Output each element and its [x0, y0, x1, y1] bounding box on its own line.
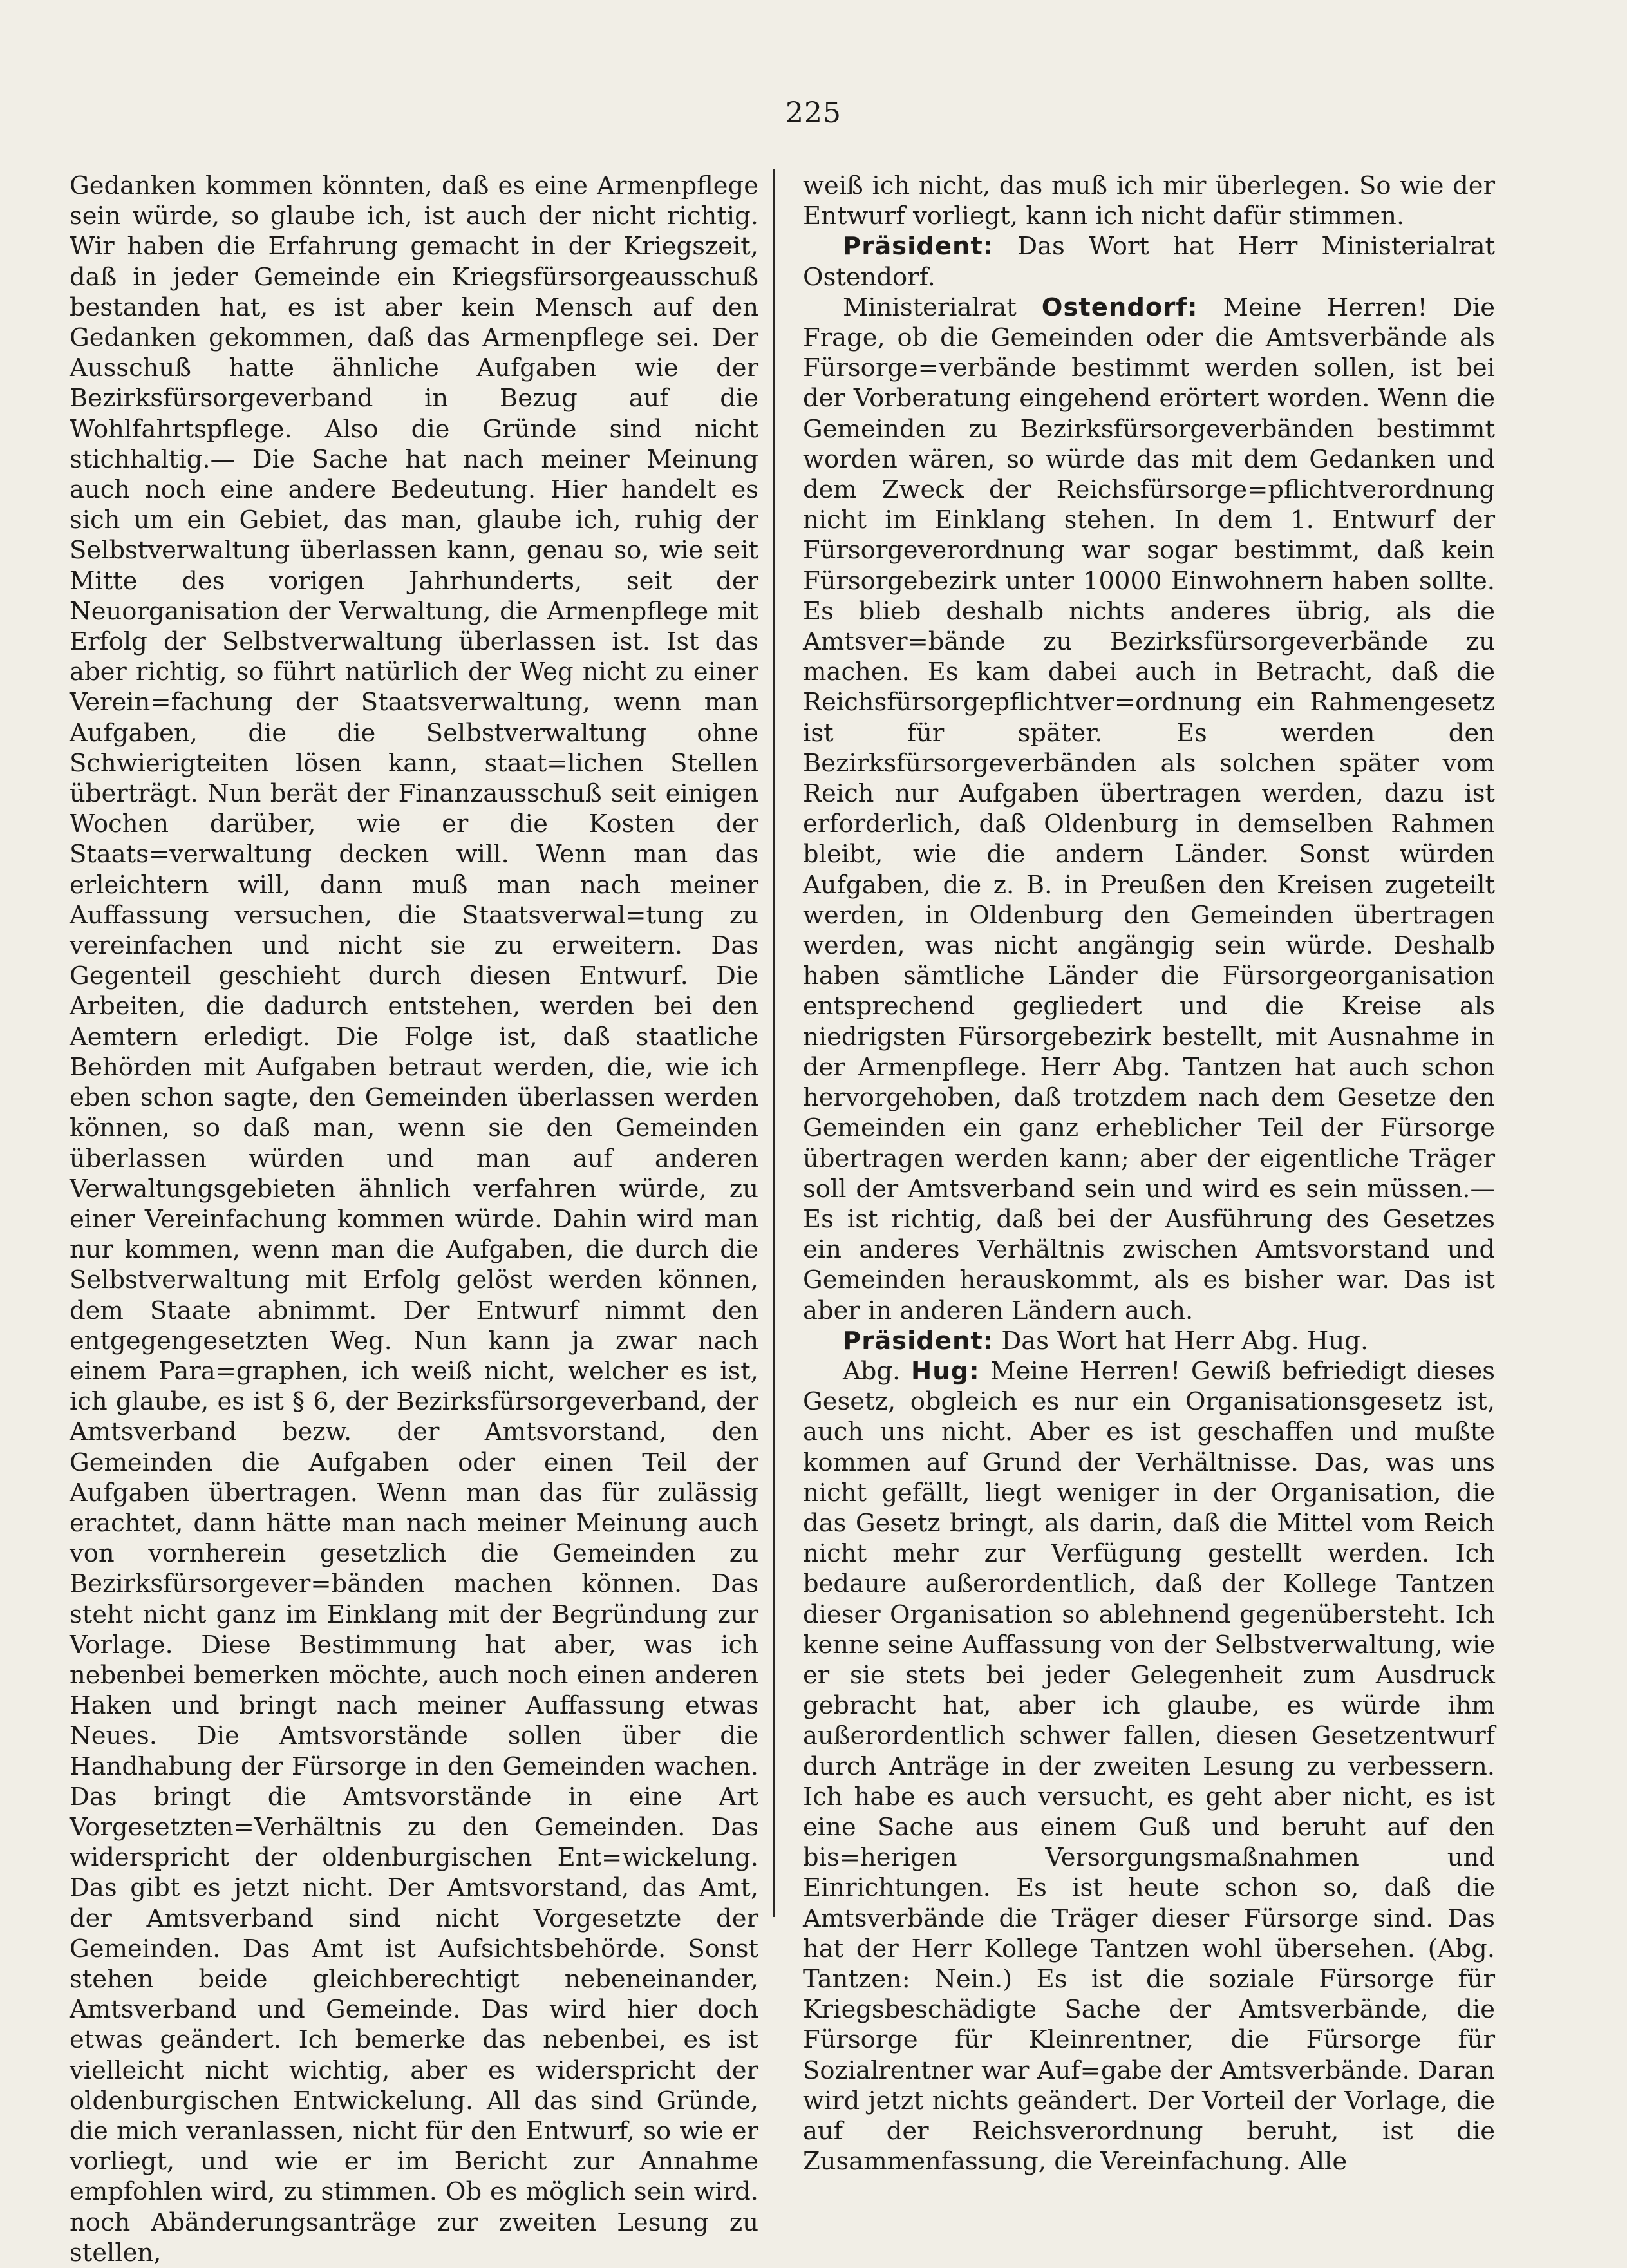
right-paragraph-president-2 — [803, 1326, 1495, 1356]
speaker-title: Ministerialrat — [843, 292, 1042, 322]
paragraph-text: weiß ich nicht, das muß ich mir überlegen. So wie der Entwurf vorliegt, kann ich nicht dafür stimmen. — [803, 171, 1495, 231]
paragraph-text: Meine Herren! Gewiß befriedigt dieses Gesetz, obgleich es nur ein Organisationsgesetz ist, auch uns nicht. Aber es ist geschaffen und mußte kommen auf Grund der Verhältnisse. Das, was uns nicht gefällt, liegt weniger in der Organisation, die das Gesetz bringt, als darin, daß die Mittel vom Reich nicht mehr zur Verfügung gestellt werden. Ich bedaure außerordentlich, daß der Kollege Tantzen dieser Organisation so ablehnend gegenübersteht. Ich kenne seine Auffassung von der Selbstverwaltung, wie er sie stets bei jeder Gelegenheit zum Ausdruck gebracht hat, aber ich glaube, es würde ihm außerordentlich schwer fallen, diesen Gesetzentwurf durch Anträge in der zweiten Lesung zu verbessern. Ich habe es auch versucht, es geht aber nicht, es ist eine Sache aus einem Guß und beruht auf den bis=herigen Versorgungsmaßnahmen und Einrichtungen. Es ist heute schon so, daß die Amtsverbände die Träger dieser Fürsorge sind. Das hat der Herr Kollege Tantzen wohl übersehen. (Abg. Tantzen: Nein.) Es ist die soziale Fürsorge für Kriegsbeschädigte Sache der Amtsverbände, die Fürsorge für Kleinrentner, die Fürsorge für Sozialrentner war Auf=gabe der Amtsverbände. Daran wird jetzt nichts geändert. Der Vorteil der Vorlage, die auf der Reichsverordnung beruht, ist die Zusammenfassung, die Vereinfachung. Alle — [803, 1356, 1496, 2177]
speaker-name: Ostendorf: — [1041, 292, 1198, 322]
page-number: 225 — [785, 97, 842, 129]
right-paragraph-ostendorf — [803, 292, 1495, 1326]
right-paragraph-hug — [803, 1356, 1495, 2177]
left-paragraph: Gedanken kommen könnten, daß es eine Armenpflege sein würde, so glaube ich, ist auch der nicht richtig. Wir haben die Erfahrung gemacht in der Kriegszeit, daß in jeder Gemeinde ein Kriegsfürsorgeausschuß bestanden hat, es ist aber kein Mensch auf den Gedanken gekommen, daß das Armenpflege sei. Der Ausschuß hatte ähnliche Aufgaben wie der Bezirksfürsorgeverband in Bezug auf die Wohlfahrtspflege. Also die Gründe sind nicht stichhaltig.— Die Sache hat nach meiner Meinung auch noch eine andere Bedeutung. Hier handelt es sich um ein Gebiet, das man, glaube ich, ruhig der Selbstverwaltung überlassen kann, genau so, wie seit Mitte des vorigen Jahrhunderts, seit der Neuorganisation der Verwaltung, die Armenpflege mit Erfolg der Selbstverwaltung überlassen ist. Ist das aber richtig, so führt natürlich der Weg nicht zu einer Verein=fachung der Staatsverwaltung, wenn man Aufgaben, die die Selbstverwaltung ohne Schwierigteiten lösen kann, staat=lichen Stellen überträgt. Nun berät der Finanzausschuß seit einigen Wochen darüber, wie er die Kosten der Staats=verwaltung decken will. Wenn man das erleichtern will, dann muß man nach meiner Auffassung versuchen, die Staatsverwal=tung zu vereinfachen und nicht sie zu erweitern. Das Gegenteil geschieht durch diesen Entwurf. Die Arbeiten, die dadurch entstehen, werden bei den Aemtern erledigt. Die Folge ist, daß staatliche Behörden mit Aufgaben betraut werden, die, wie ich eben schon sagte, den Gemeinden überlassen werden können, so daß man, wenn sie den Gemeinden überlassen würden und man auf anderen Verwaltungsgebieten ähnlich verfahren würde, zu einer Vereinfachung kommen würde. Dahin wird man nur kommen, wenn man die Aufgaben, die durch die Selbstverwaltung mit Erfolg gelöst werden können, dem Staate abnimmt. Der Entwurf nimmt den entgegengesetzten Weg. Nun kann ja zwar nach einem Para=graphen, ich weiß nicht, welcher es ist, ich glaube, es ist § 6, der Bezirksfürsorgeverband, der Amtsverband bezw. der Amtsvorstand, den Gemeinden die Aufgaben oder einen Teil der Aufgaben übertragen. Wenn man das für zulässig erachtet, dann hätte man nach meiner Meinung auch von vornherein gesetzlich die Gemeinden zu Bezirksfürsorgever=bänden machen können. Das steht nicht ganz im Einklang mit der Begründung zur Vorlage. Diese Bestimmung hat aber, was ich nebenbei bemerken möchte, auch noch einen anderen Haken und bringt nach meiner Auffassung etwas Neues. Die Amtsvorstände sollen über die Handhabung der Fürsorge in den Gemeinden wachen. Das bringt die Amtsvorstände in eine Art Vorgesetzten=Verhältnis zu den Gemeinden. Das widerspricht der oldenburgischen Ent=wickelung. Das gibt es jetzt nicht. Der Amtsvorstand, das Amt, der Amtsverband sind nicht Vorgesetzte der Gemeinden. Das Amt ist Aufsichtsbehörde. Sonst stehen beide gleichberechtigt nebeneinander, Amtsverband und Gemeinde. Das wird hier doch etwas geändert. Ich bemerke das nebenbei, es ist vielleicht nicht wichtig, aber es widerspricht der oldenburgischen Entwickelung. All das sind Gründe, die mich veranlassen, nicht für den Entwurf, so wie er vorliegt, und wie er im Bericht zur Annahme empfohlen wird, zu stimmen. Ob es möglich sein wird. noch Abänderungsanträge zur zweiten Lesung zu stellen, — [70, 171, 758, 2267]
right-paragraph-president-1 — [803, 231, 1495, 292]
speaker-name: Präsident: — [843, 1326, 994, 1356]
speaker-title: Abg. — [843, 1356, 911, 1386]
speaker-name: Präsident: — [843, 232, 994, 261]
paragraph-text: Das Wort hat Herr Ministerialrat Ostendorf. — [803, 232, 1495, 292]
right-paragraph-continuation — [803, 171, 1495, 231]
column-divider — [773, 169, 775, 1917]
paragraph-text: Meine Herren! Die Frage, ob die Gemeinden oder die Amtsverbände als Fürsorge=verbände bestimmt werden sollen, ist bei der Vorberatung eingehend erörtert worden. Wenn die Gemeinden zu Bezirksfürsorgeverbänden bestimmt worden wären, so würde das mit dem Gedanken und dem Zweck der Reichsfürsorge=pflichtverordnung nicht im Einklang stehen. In dem 1. Entwurf der Fürsorgeverordnung war sogar bestimmt, daß kein Fürsorgebezirk unter 10000 Einwohnern haben sollte. Es blieb deshalb nichts anderes übrig, als die Amtsver=bände zu Bezirksfürsorgeverbände zu machen. Es kam dabei auch in Betracht, daß die Reichsfürsorgepflichtver=ordnung ein Rahmengesetz ist für später. Es werden den Bezirksfürsorgeverbänden als solchen später vom Reich nur Aufgaben übertragen werden, dazu ist erforderlich, daß Oldenburg in demselben Rahmen bleibt, wie die andern Länder. Sonst würden Aufgaben, die z. B. in Preußen den Kreisen zugeteilt werden, in Oldenburg den Gemeinden übertragen werden, was nicht angängig sein würde. Deshalb haben sämtliche Länder die Fürsorgeorganisation entsprechend gegliedert und die Kreise als niedrigsten Fürsorgebezirk bestellt, mit Ausnahme in der Armenpflege. Herr Abg. Tantzen hat auch schon hervorgehoben, daß trotzdem nach dem Gesetze den Gemeinden ein ganz erheblicher Teil der Fürsorge übertragen werden kann; aber der eigentliche Träger soll der Amtsverband sein und wird es sein müssen.— Es ist richtig, daß bei der Ausführung des Gesetzes ein anderes Verhältnis zwischen Amtsvorstand und Gemeinden herauskommt, als es bisher war. Das ist aber in anderen Ländern auch. — [803, 292, 1495, 1325]
speaker-name: Hug: — [911, 1356, 980, 1386]
right-column — [803, 171, 1495, 2177]
left-column — [70, 171, 758, 2268]
paragraph-text: Das Wort hat Herr Abg. Hug. — [993, 1326, 1369, 1356]
